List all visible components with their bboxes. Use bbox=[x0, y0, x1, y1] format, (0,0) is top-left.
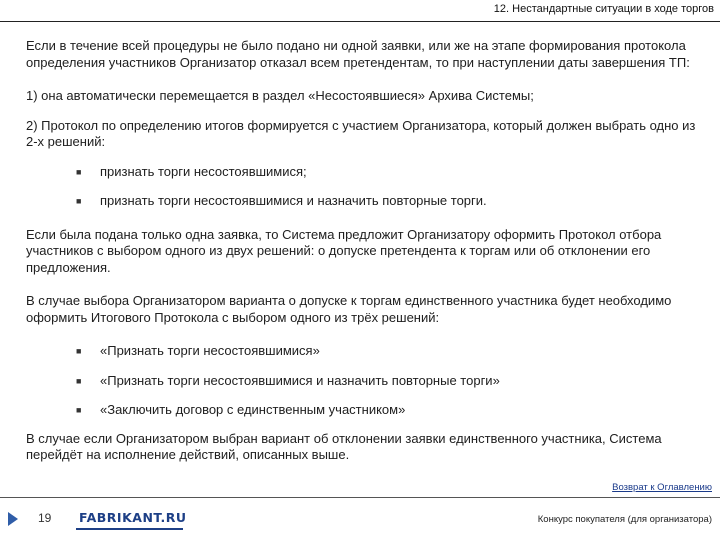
bullet-square-icon: ■ bbox=[76, 196, 82, 206]
bullet-item bbox=[76, 373, 696, 390]
bullet-item bbox=[76, 343, 696, 360]
bullet-square-icon: ■ bbox=[76, 375, 82, 386]
slide-content bbox=[26, 38, 696, 464]
fabrikant-logo: FABRIKANT.RU bbox=[76, 510, 183, 530]
bullet-text: «Признать торги несостоявшимися» bbox=[100, 343, 320, 358]
single-application-paragraph: Если была подана только одна заявка, то Система предложит Организатору оформить Протокол отбора участников с выбором одного из двух решений: о допуске претендента к торгам или об отклонении его предложения. bbox=[26, 226, 662, 275]
back-to-contents-link[interactable]: Возврат к Оглавлению bbox=[612, 482, 712, 493]
list-item-1: 1) она автоматически перемещается в раздел «Несостоявшиеся» Архива Системы; bbox=[26, 88, 534, 103]
slide-header-title: 12. Нестандартные ситуации в ходе торгов bbox=[493, 3, 714, 15]
bullet-item bbox=[76, 193, 696, 210]
admit-participant-paragraph: В случае выбора Организатором варианта о допуске к торгам единственного участника будет необходимо оформить Итогового Протокола с выбором одного из трёх решений: bbox=[26, 293, 672, 325]
footer-caption: Конкурс покупателя (для организатора) bbox=[537, 514, 712, 525]
intro-paragraph: Если в течение всей процедуры не было подано ни одной заявки, или же на этапе формирования протокола определения участников Организатор отказал всем претендентам, то при наступлении даты завершения ТП: bbox=[26, 38, 690, 70]
play-arrow-icon[interactable] bbox=[8, 512, 18, 526]
header-divider bbox=[0, 21, 720, 22]
bullet-square-icon: ■ bbox=[76, 166, 82, 177]
bullet-text: признать торги несостоявшимися и назначить повторные торги. bbox=[100, 193, 487, 208]
bullet-text: «Признать торги несостоявшимися и назначить повторные торги» bbox=[100, 372, 500, 388]
footer-divider bbox=[0, 497, 720, 498]
bullet-square-icon: ■ bbox=[76, 405, 82, 415]
page-number: 19 bbox=[38, 511, 52, 525]
bullet-text: признать торги несостоявшимися; bbox=[100, 163, 307, 179]
reject-participant-paragraph: В случае если Организатором выбран вариант об отклонении заявки единственного участника, Система перейдёт на исполнение действий, описанных выше. bbox=[26, 430, 662, 462]
bullet-item bbox=[76, 164, 696, 181]
bullet-square-icon: ■ bbox=[76, 346, 82, 356]
bullet-text: «Заключить договор с единственным участником» bbox=[100, 402, 406, 417]
bullet-item bbox=[76, 402, 696, 419]
list-item-2: 2) Протокол по определению итогов формируется с участием Организатора, который должен выбрать одно из 2-х решений: bbox=[26, 117, 696, 149]
